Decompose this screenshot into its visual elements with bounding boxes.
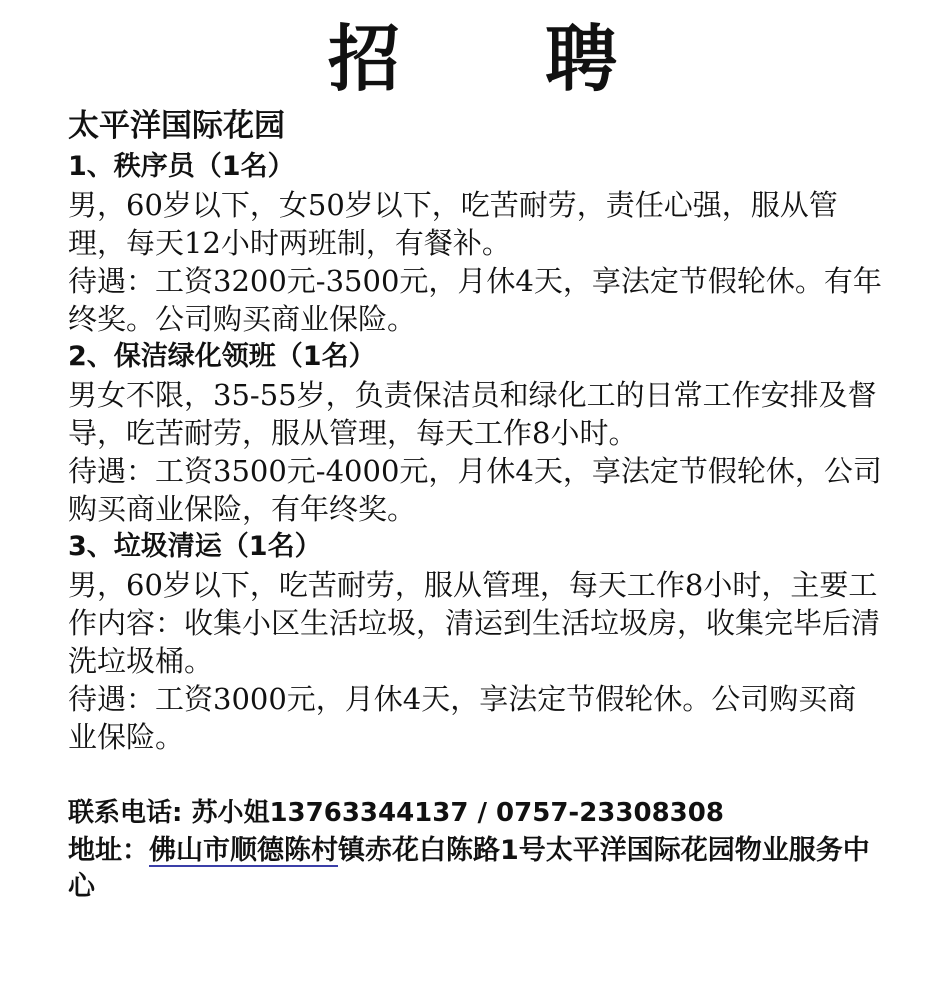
- address-map-link[interactable]: 佛山市顺德陈村: [149, 835, 338, 866]
- position-garbage-collection: [68, 528, 883, 756]
- notice-body: [68, 104, 883, 905]
- position-requirements: 男女不限，35-55岁，负责保洁员和绿化工的日常工作安排及督导，吃苦耐劳，服从管理，每天工作8小时。: [68, 378, 877, 450]
- position-benefits: 待遇：工资3500元-4000元，月休4天，享法定节假轮休，公司购买商业保险，有年终奖。: [68, 454, 882, 526]
- address-text: 镇赤花白陈路1号太平洋国际花园物业服务中心: [68, 835, 870, 902]
- page-title: 招 聘: [327, 17, 678, 101]
- position-requirements: 男，60岁以下，吃苦耐劳，服从管理，每天工作8小时，主要工作内容：收集小区生活垃圾，清运到生活垃圾房，收集完毕后清洗垃圾桶。: [68, 568, 881, 678]
- position-heading: 2、保洁绿化领班（1名）: [68, 341, 376, 372]
- company-name: 太平洋国际花园: [68, 108, 285, 144]
- position-security-guard: [68, 148, 883, 338]
- position-cleaning-supervisor: [68, 338, 883, 528]
- position-benefits: 待遇：工资3000元，月休4天，享法定节假轮休。公司购买商业保险。: [68, 682, 857, 754]
- contact-address: [68, 833, 883, 905]
- section-spacer: [68, 756, 883, 795]
- position-heading: 1、秩序员（1名）: [68, 151, 295, 182]
- contact-phone: 联系电话: 苏小姐13763344137 / 0757-23308308: [68, 798, 724, 828]
- address-label: 地址：: [68, 835, 149, 866]
- position-benefits: 待遇：工资3200元-3500元，月休4天，享法定节假轮休。有年终奖。公司购买商业保险。: [68, 264, 882, 336]
- position-requirements: 男，60岁以下，女50岁以下，吃苦耐劳，责任心强，服从管理，每天12小时两班制，有餐补。: [68, 188, 838, 260]
- position-heading: 3、垃圾清运（1名）: [68, 531, 322, 562]
